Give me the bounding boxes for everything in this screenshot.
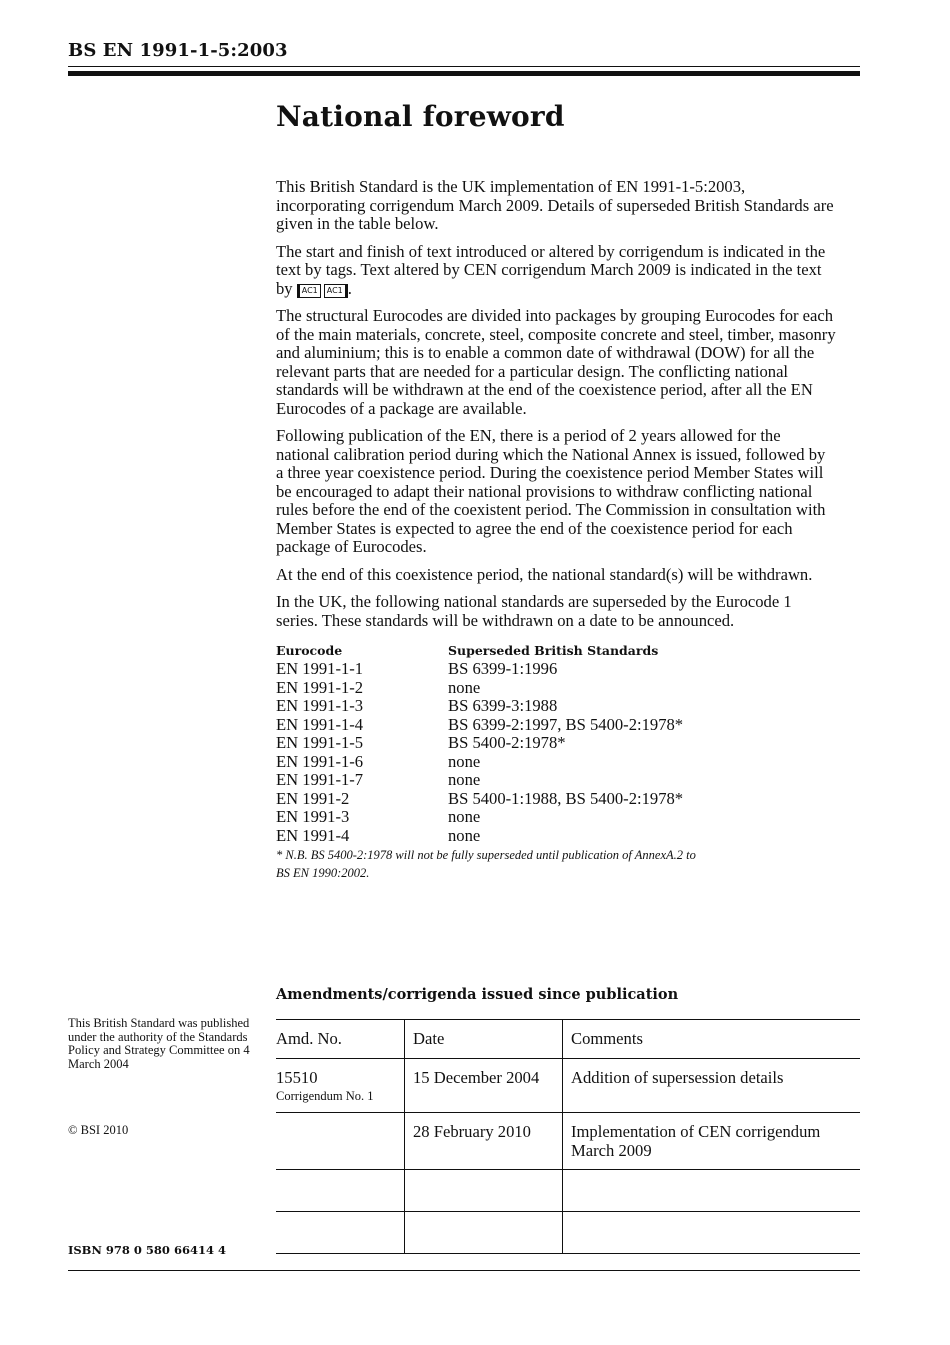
table-row bbox=[276, 1170, 860, 1212]
eurocode-cell: EN 1991-1-4 bbox=[276, 714, 364, 734]
header-rule-thick bbox=[68, 71, 860, 76]
amd-no-cell bbox=[276, 1212, 405, 1254]
table-row bbox=[276, 753, 683, 772]
superseded-cell: BS 5400-1:1988, BS 5400-2:1978* bbox=[448, 788, 684, 808]
eurocode-cell: EN 1991-1-5 bbox=[276, 733, 364, 752]
superseded-cell: none bbox=[448, 751, 481, 771]
superseded-cell: BS 6399-1:1996 bbox=[448, 659, 558, 678]
amd-no-cell bbox=[276, 1170, 405, 1212]
publication-note: This British Standard was published under the authority of the Standards Policy and Strategy Committee on 4 March 2004 bbox=[68, 1016, 250, 1071]
comments-cell bbox=[563, 1170, 861, 1212]
note-line-2: BS EN 1990:2002. bbox=[276, 866, 370, 880]
amendments-table bbox=[276, 1019, 860, 1254]
superseded-cell: none bbox=[448, 807, 481, 826]
table-row bbox=[276, 1212, 860, 1254]
supersession-note bbox=[276, 846, 836, 882]
amd-no-cell bbox=[276, 1113, 405, 1170]
date-cell: 15 December 2004 bbox=[405, 1059, 563, 1113]
table-row bbox=[276, 771, 683, 790]
table-row bbox=[276, 697, 683, 716]
table-row bbox=[276, 808, 683, 827]
header-eurocode: Eurocode bbox=[276, 643, 343, 658]
table-row bbox=[276, 716, 683, 735]
paragraph-5: At the end of this coexistence period, the national standard(s) will be withdrawn. bbox=[276, 564, 813, 584]
header-superseded: Superseded British Standards bbox=[448, 643, 659, 658]
paragraph-1: This British Standard is the UK implementation of EN 1991-1-5:2003, incorporating corrigendum March 2009. Details of superseded British Standards are given in the table below. bbox=[276, 177, 834, 233]
comments-cell: Addition of supersession details bbox=[563, 1059, 861, 1113]
header-amd-no: Amd. No. bbox=[276, 1020, 405, 1059]
paragraph-3: The structural Eurocodes are divided into packages by grouping Eurocodes for each of the main materials, concrete, steel, composite concrete and steel, timber, masonry and aluminium; this is to enable a common date of withdrawal (DOW) for all the relevant parts that are needed for a particular design. The conflicting national standards will be withdrawn at the end of the coexistence period, after all the EN Eurocodes of a package are available. bbox=[276, 306, 836, 418]
amendments-header-row bbox=[276, 1020, 860, 1059]
superseded-cell: BS 6399-3:1988 bbox=[448, 696, 558, 715]
eurocode-cell: EN 1991-2 bbox=[276, 788, 350, 808]
table-row bbox=[276, 1059, 860, 1113]
date-cell: 28 February 2010 bbox=[405, 1113, 563, 1170]
eurocode-cell: EN 1991-4 bbox=[276, 825, 350, 845]
eurocode-cell: EN 1991-1-2 bbox=[276, 677, 364, 697]
superseded-cell: none bbox=[448, 677, 481, 697]
table-row bbox=[276, 1113, 860, 1170]
page-title: National foreword bbox=[276, 100, 565, 133]
paragraph-2-text: The start and finish of text introduced or altered by corrigendum is indicated in the text by tags. Text altered by CEN corrigendum March 2009 is indicated in the text by bbox=[276, 241, 826, 298]
superseded-cell: none bbox=[448, 825, 481, 845]
amd-no-cell bbox=[276, 1059, 405, 1113]
amd-number: 15510 bbox=[276, 1068, 318, 1087]
standard-identifier: BS EN 1991-1-5:2003 bbox=[68, 40, 288, 61]
corrigendum-open-tag-icon: AC1 bbox=[297, 284, 321, 298]
corrigendum-close-tag-icon: AC1 bbox=[324, 284, 348, 298]
paragraph-6: In the UK, the following national standards are superseded by the Eurocode 1 series. These standards will be withdrawn on a date to be announced. bbox=[276, 592, 792, 630]
note-line-1: * N.B. BS 5400-2:1978 will not be fully superseded until publication of AnnexA.2 to bbox=[276, 848, 696, 862]
comments-cell: Implementation of CEN corrigendum March 2009 bbox=[563, 1113, 861, 1170]
date-cell bbox=[405, 1170, 563, 1212]
footer-rule bbox=[68, 1270, 860, 1271]
table-row bbox=[276, 827, 683, 846]
header-rule-thin bbox=[68, 66, 860, 67]
table-row bbox=[276, 679, 683, 698]
eurocode-cell: EN 1991-3 bbox=[276, 807, 350, 826]
paragraph-4: Following publication of the EN, there is a period of 2 years allowed for the national calibration period during which the National Annex is issued, followed by a three year coexistence period. During the coexistence period Member States will be encouraged to adapt their national provisions to withdraw conflicting national rules before the end of the coexistent period. The Commission in consultation with Member States is expected to agree the end of the coexistence period for each package of Eurocodes. bbox=[276, 426, 826, 556]
paragraph-2 bbox=[276, 243, 836, 299]
eurocode-cell: EN 1991-1-3 bbox=[276, 696, 364, 715]
foreword-body bbox=[276, 178, 836, 882]
superseded-table-header bbox=[276, 642, 683, 660]
header-date: Date bbox=[405, 1020, 563, 1059]
superseded-cell: none bbox=[448, 770, 481, 789]
table-row bbox=[276, 660, 683, 679]
table-row bbox=[276, 790, 683, 809]
eurocode-cell: EN 1991-1-1 bbox=[276, 659, 364, 678]
date-cell bbox=[405, 1212, 563, 1254]
table-row bbox=[276, 734, 683, 753]
superseded-standards-table bbox=[276, 642, 683, 845]
eurocode-cell: EN 1991-1-6 bbox=[276, 751, 364, 771]
paragraph-2-end: . bbox=[347, 278, 352, 298]
isbn-number: ISBN 978 0 580 66414 4 bbox=[68, 1243, 226, 1257]
superseded-cell: BS 6399-2:1997, BS 5400-2:1978* bbox=[448, 714, 684, 734]
comments-cell bbox=[563, 1212, 861, 1254]
amendments-heading: Amendments/corrigenda issued since publication bbox=[276, 986, 679, 1003]
header-comments: Comments bbox=[563, 1020, 861, 1059]
superseded-cell: BS 5400-2:1978* bbox=[448, 733, 566, 752]
copyright-notice: © BSI 2010 bbox=[68, 1123, 129, 1137]
amd-subtitle: Corrigendum No. 1 bbox=[276, 1088, 374, 1103]
eurocode-cell: EN 1991-1-7 bbox=[276, 770, 364, 789]
